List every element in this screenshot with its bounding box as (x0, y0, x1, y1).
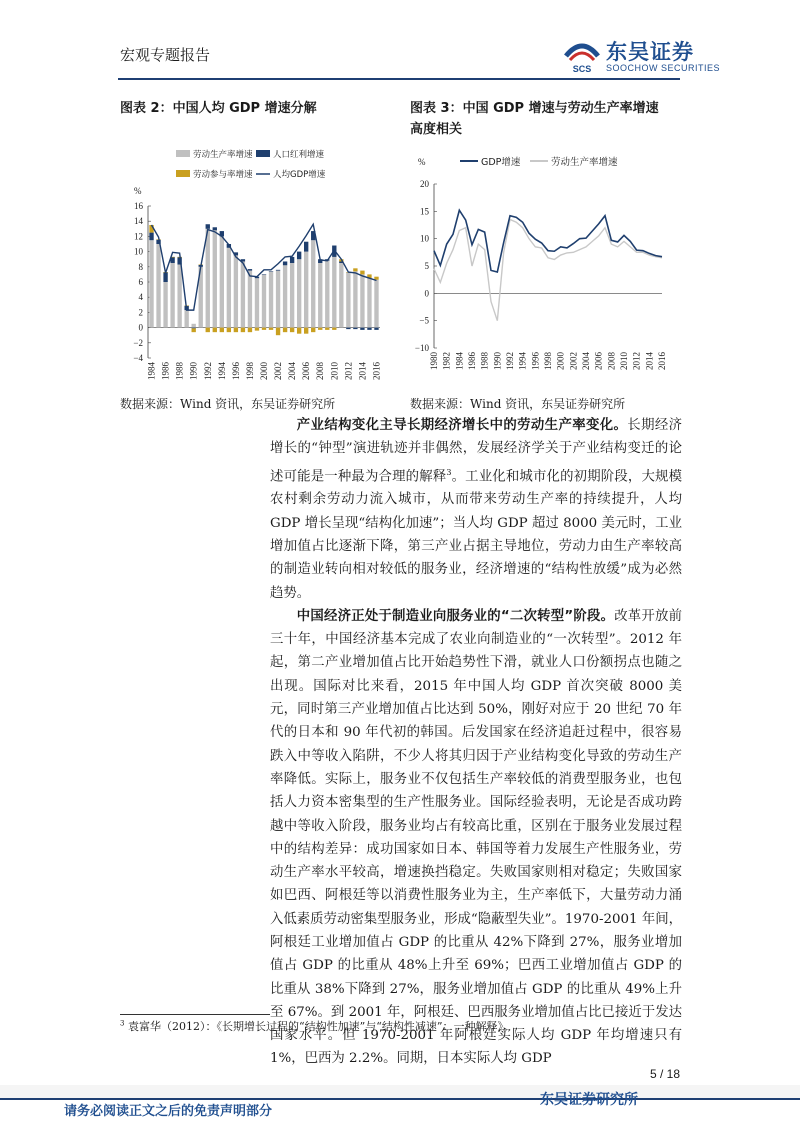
bar-人口红利增速-2005 (297, 252, 301, 260)
x-tick-label: 1980 (429, 352, 439, 370)
bar-劳动生产率增速-1998 (248, 271, 252, 328)
legend-label: GDP增速 (481, 157, 521, 168)
x-tick-label: 2000 (555, 352, 566, 370)
x-tick-label: 2012 (631, 352, 642, 370)
bar-劳动生产率增速-2012 (346, 272, 350, 327)
y-axis-unit: % (134, 186, 142, 196)
bar-劳动生产率增速-2010 (332, 257, 336, 328)
bar-劳动生产率增速-2008 (318, 263, 322, 328)
bar-劳动参与率增速-1992 (206, 328, 210, 333)
bar-劳动参与率增速-2009 (325, 328, 329, 330)
bar-劳动生产率增速-2013 (353, 271, 357, 327)
bar-劳动参与率增速-1998 (248, 328, 252, 333)
bar-劳动参与率增速-1994 (220, 328, 224, 333)
bar-劳动参与率增速-1999 (255, 328, 259, 331)
y-tick-label: 16 (134, 201, 143, 211)
footnote-divider (120, 1014, 270, 1015)
disclaimer-note: 请务必阅读正文之后的免责声明部分 (64, 1104, 273, 1119)
header-divider (118, 78, 680, 80)
bar-劳动生产率增速-1985 (156, 244, 160, 328)
x-tick-label: 2014 (644, 352, 655, 370)
x-tick-label: 2002 (568, 352, 579, 370)
bar-劳动生产率增速-1984 (149, 240, 153, 327)
bar-劳动参与率增速-2010 (332, 328, 336, 330)
x-tick-label: 2004 (287, 362, 298, 380)
y-tick-label: 12 (134, 231, 143, 242)
legend-label: 劳动参与率增速 (193, 170, 253, 180)
bar-劳动生产率增速-1995 (227, 248, 231, 328)
company-logo (562, 36, 762, 76)
bar-劳动生产率增速-2000 (262, 274, 266, 327)
x-tick-label: 2016 (371, 362, 382, 380)
bar-劳动生产率增速-1996 (234, 255, 238, 327)
bar-劳动生产率增速-2016 (374, 280, 378, 328)
x-tick-label: 2010 (329, 362, 340, 380)
x-tick-label: 2012 (343, 362, 354, 380)
bar-劳动参与率增速-2014 (360, 271, 364, 275)
x-tick-label: 2000 (259, 362, 269, 380)
x-tick-label: 2006 (593, 352, 604, 370)
bar-劳动参与率增速-1997 (241, 328, 245, 333)
x-tick-label: 1998 (244, 362, 255, 380)
bar-劳动生产率增速-2011 (339, 263, 343, 328)
bar-人口红利增速-2012 (346, 328, 350, 330)
y-tick-label: −2 (133, 337, 143, 348)
y-tick-label: 10 (420, 233, 429, 244)
bar-人口红利增速-1993 (213, 227, 217, 230)
bar-人口红利增速-2000 (262, 274, 266, 275)
bar-劳动生产率增速-1993 (213, 230, 217, 327)
bar-劳动参与率增速-2008 (318, 328, 322, 330)
paragraph-1-lead: 产业结构变化主导长期经济增长中的劳动生产率变化。 (296, 418, 628, 433)
bar-劳动参与率增速-1995 (227, 328, 231, 333)
y-tick-label: 0 (424, 288, 429, 299)
bar-劳动参与率增速-2004 (290, 328, 294, 333)
y-tick-label: −5 (419, 315, 429, 326)
x-tick-label: 2016 (657, 352, 667, 370)
bar-劳动生产率增速-2003 (283, 265, 287, 327)
figure3-title-line2: 高度相关 (410, 122, 463, 137)
footnote-text: 袁富华（2012）：《长期增长过程的“结构性加速”与“结构性减速”：一种解释》。 (127, 1020, 514, 1033)
x-tick-label: 1998 (543, 352, 553, 370)
x-tick-label: 2008 (315, 362, 326, 380)
line-labor-productivity (434, 220, 662, 321)
footnote-mark: 3 (120, 1019, 125, 1028)
bar-人口红利增速-2004 (290, 257, 294, 263)
bar-劳动参与率增速-2007 (311, 328, 315, 333)
paragraph-1 (270, 414, 682, 605)
bar-劳动生产率增速-1994 (220, 236, 224, 327)
figure3-title-line1: 图表 3：中国 GDP 增速与劳动生产率增速 (410, 101, 659, 116)
bar-劳动生产率增速-2014 (360, 274, 364, 327)
bar-劳动参与率增速-2006 (304, 328, 308, 334)
x-tick-label: 1990 (188, 362, 199, 380)
bar-人口红利增速-1990 (192, 328, 196, 329)
legend-swatch-0 (176, 150, 190, 157)
figure3-title (410, 98, 659, 140)
logo-mark-icon (562, 36, 602, 76)
gdp-decomposition-chart (118, 140, 390, 392)
x-tick-label: 2004 (581, 352, 591, 370)
bar-人口红利增速-1998 (248, 269, 252, 271)
footer-band (0, 1085, 800, 1099)
x-tick-label: 1988 (479, 352, 490, 370)
bar-劳动生产率增速-1986 (163, 282, 167, 328)
x-tick-label: 2008 (606, 352, 617, 370)
y-tick-label: −10 (414, 343, 429, 353)
bar-劳动生产率增速-2002 (276, 271, 280, 328)
y-tick-label: 15 (420, 206, 429, 217)
bar-劳动生产率增速-1988 (177, 265, 181, 328)
y-tick-label: 10 (134, 246, 143, 257)
x-tick-label: 1992 (202, 362, 213, 380)
logo-chinese-name: 东吴证券 (606, 40, 694, 64)
legend-label: 人均GDP增速 (273, 170, 326, 180)
bar-劳动参与率增速-1990 (192, 328, 196, 332)
y-tick-label: 4 (138, 292, 143, 303)
bar-劳动生产率增速-2005 (297, 259, 301, 327)
paragraph-2-text: 改革开放前三十年，中国经济基本完成了农业向制造业的“一次转型”。2012 年起，第二产业增加值占比开始趋势性下滑，就业人口份额拐点也随之出现。国际对比来看，2015 年中国人均 GDP 首次突破 8000 美元，同时第三产业增加值占比达到 50%，刚好对应于 20 世纪 70 年代的日本和 90 年代初的韩国。后发国家在经济追赶过程中，很容易跌入中等收入陷阱，不少人将其归因于产业结构变化导致的劳动生产率降低。实际上，服务业不仅包括生产率较低的消费型服务业，也包括人力资本密集型的生产性服务业。国际经验表明，无论是否成功跨越中等收入阶段，服务业均占有较高比重，区别在于服务业发展过程中的结构差异：成功国家如日本、韩国等着力发展生产性服务业，劳动生产率水平较高，增速换挡稳定。失败国家则相对稳定；失败国家如巴西、阿根廷等以消费性服务业为主，生产率低下，大量劳动力涌入低素质劳动密集型服务业，形成“隐蔽型失业”。1970-2001 年间，阿根廷工业增加值占 GDP 的比重从 42%下降到 27%，服务业增加值占 GDP 的比重从 48%上升至 69%；巴西工业增加值占 GDP 的比重从 38%下降到 27%，服务业增加值占 GDP 的比重从 49%上升至 67%。到 2001 年，阿根廷、巴西服务业增加值占比已接近于发达国家水平。但 1970-2001 年阿根廷实际人均 GDP 年均增速只有 1%，巴西为 2.2%。同期，日本实际人均 GDP (270, 608, 683, 1067)
x-tick-label: 1984 (146, 362, 157, 380)
x-tick-label: 1994 (216, 362, 227, 380)
x-tick-label: 1982 (441, 352, 452, 370)
x-tick-label: 1996 (230, 362, 241, 380)
bar-劳动参与率增速-2002 (276, 328, 280, 336)
bar-人口红利增速-2001 (269, 271, 273, 272)
legend-label: 劳动生产率增速 (193, 150, 253, 160)
figure2-title: 图表 2：中国人均 GDP 增速分解 (120, 101, 317, 116)
x-tick-label: 1986 (160, 362, 171, 380)
bar-劳动参与率增速-2001 (269, 328, 273, 330)
x-tick-label: 1990 (492, 352, 503, 370)
footnote (120, 1018, 514, 1034)
bar-劳动生产率增速-2001 (269, 271, 273, 327)
y-tick-label: 5 (424, 261, 429, 271)
y-tick-label: −4 (133, 353, 143, 363)
y-tick-label: 0 (138, 322, 143, 333)
y-tick-label: 2 (138, 307, 143, 318)
figure2-source: 数据来源：Wind 资讯，东吴证券研究所 (120, 397, 336, 411)
bar-人口红利增速-2013 (353, 328, 357, 330)
x-tick-label: 2006 (301, 362, 312, 380)
bar-劳动参与率增速-2013 (353, 268, 357, 271)
bar-劳动生产率增速-2009 (325, 261, 329, 328)
bar-劳动参与率增速-2005 (297, 328, 301, 334)
footnote-ref: 3 (446, 467, 452, 477)
institute-name: 东吴证券研究所 (540, 1092, 638, 1108)
bar-劳动生产率增速-1989 (184, 310, 188, 327)
bar-人口红利增速-2002 (276, 270, 280, 271)
bar-劳动生产率增速-2015 (367, 278, 371, 327)
y-tick-label: 8 (138, 261, 143, 272)
paragraph-2 (270, 605, 682, 1071)
bar-人口红利增速-1992 (206, 224, 210, 229)
body-text (270, 414, 682, 1071)
y-tick-label: 20 (420, 179, 429, 189)
paragraph-1-text-a: 长期经济增长的“钟型”演进轨迹并非偶然，发展经济学关于产业结构变迁的论述可能是一种最为合理的解释 (270, 418, 682, 485)
gdp-productivity-chart (408, 150, 668, 392)
paragraph-2-lead: 中国经济正处于制造业向服务业的“二次转型”阶段。 (296, 608, 615, 624)
x-tick-label: 1988 (174, 362, 185, 380)
bar-劳动参与率增速-1996 (234, 328, 238, 333)
bar-劳动生产率增速-2004 (290, 263, 294, 328)
bar-劳动生产率增速-2007 (311, 240, 315, 327)
page-number: 5 / 18 (650, 1067, 681, 1081)
x-tick-label: 1994 (517, 352, 528, 370)
x-tick-label: 1986 (467, 352, 477, 370)
bar-人口红利增速-2015 (367, 328, 371, 330)
report-category: 宏观专题报告 (120, 46, 211, 64)
bar-劳动生产率增速-2006 (304, 252, 308, 328)
legend-swatch-2 (176, 170, 190, 177)
bar-人口红利增速-2006 (304, 242, 308, 252)
y-tick-label: 14 (134, 216, 143, 227)
y-tick-label: 6 (138, 277, 143, 287)
x-tick-label: 2014 (357, 362, 368, 380)
bar-劳动生产率增速-1990 (192, 324, 196, 328)
bar-劳动参与率增速-2003 (283, 328, 287, 333)
logo-mark-text: SCS (572, 64, 592, 74)
logo-english-name: SOOCHOW SECURITIES (606, 63, 721, 73)
legend-label: 劳动生产率增速 (551, 157, 618, 168)
legend-swatch-1 (256, 150, 270, 157)
bar-劳动生产率增速-1997 (241, 261, 245, 327)
bar-劳动生产率增速-1992 (206, 229, 210, 328)
bar-劳动参与率增速-2000 (262, 328, 266, 330)
bar-劳动生产率增速-1999 (255, 278, 259, 327)
bar-人口红利增速-1984 (149, 233, 153, 241)
paragraph-1-text-b: 。工业化和城市化的初期阶段，大规模农村剩余劳动力流入城市，从而带来劳动生产率的持续提升，人均 GDP 增长呈现“结构化加速”；当人均 GDP 超过 8000 美元时，工业增加值占比逐渐下降，第三产业占据主导地位，劳动力由生产率较高的制造业转向相对较低的服务业，经济增速的“结构性放缓”成为必然趋势。 (270, 469, 683, 601)
bar-人口红利增速-2003 (283, 261, 287, 265)
bar-劳动生产率增速-1987 (170, 263, 174, 328)
y-axis-unit: % (418, 157, 426, 167)
x-tick-label: 1992 (505, 352, 515, 370)
figure3-source: 数据来源：Wind 资讯，东吴证券研究所 (410, 397, 626, 411)
bar-人口红利增速-2016 (374, 328, 378, 330)
x-tick-label: 1996 (530, 352, 541, 370)
x-tick-label: 2002 (273, 362, 284, 380)
bar-人口红利增速-2014 (360, 328, 364, 330)
bar-劳动参与率增速-1993 (213, 328, 217, 333)
x-tick-label: 1984 (454, 352, 465, 370)
legend-label: 人口红利增速 (273, 150, 325, 160)
x-tick-label: 2010 (619, 352, 629, 370)
